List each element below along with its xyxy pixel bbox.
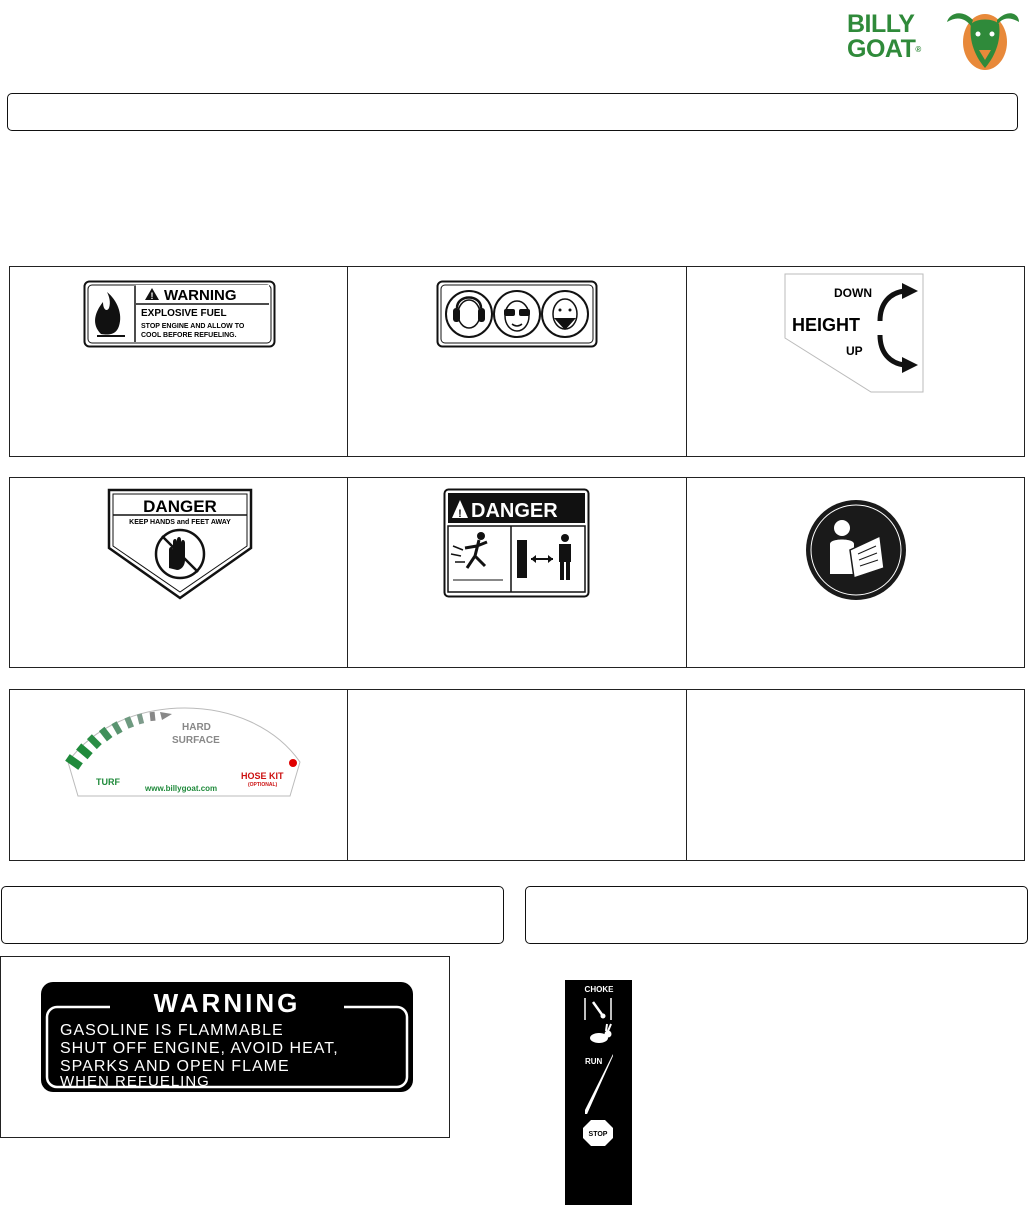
throttle-choke-label: CHOKE: [584, 985, 614, 994]
read-manual-icon: [804, 498, 908, 602]
explosive-fuel-line-1: STOP ENGINE AND ALLOW TO: [141, 323, 245, 330]
decal-cell-read-manual: [687, 478, 1024, 667]
brand-reg-mark: ®: [915, 45, 921, 54]
height-down-label: DOWN: [833, 286, 872, 300]
explosive-fuel-decal: [83, 280, 276, 348]
gasoline-line-4: WHEN REFUELING: [60, 1073, 210, 1090]
surface-selector-decal: [60, 700, 305, 798]
decal-row-1: [9, 266, 1025, 457]
turf-label: TURF: [96, 777, 120, 787]
hard-surface-line-1: HARD: [182, 722, 211, 733]
explosive-fuel-title: EXPLOSIVE FUEL: [141, 308, 227, 319]
decal-cell-danger-thrown: [348, 478, 686, 667]
left-section-bar: [1, 886, 504, 944]
gasoline-line-2: SHUT OFF ENGINE, AVOID HEAT,: [60, 1040, 339, 1057]
goat-head-icon: [943, 4, 1021, 72]
decal-row-3: [9, 689, 1025, 861]
throttle-run-label: RUN: [585, 1057, 603, 1066]
brand-wordmark: [847, 12, 921, 62]
decal-cell-empty-1: [348, 690, 686, 860]
eye-protection-icon: [494, 291, 540, 337]
danger-hands-decal: [107, 488, 253, 600]
decal-cell-surface: [10, 690, 348, 860]
svg-text:!: !: [458, 508, 463, 520]
throttle-control-decal: [565, 980, 632, 1205]
stop-icon: [583, 1120, 613, 1146]
decal-cell-empty-2: [687, 690, 1024, 860]
height-up-label: UP: [845, 344, 863, 358]
gasoline-warning-frame: [0, 956, 450, 1138]
throttle-stop-label: STOP: [588, 1131, 608, 1138]
brand-line-1: BILLY: [847, 10, 915, 38]
explosive-fuel-line-2: COOL BEFORE REFUELING.: [141, 332, 237, 339]
danger-thrown-objects-decal: [443, 488, 590, 598]
danger-thrown-heading: DANGER: [471, 500, 558, 522]
danger-hands-subtitle: KEEP HANDS and FEET AWAY: [129, 519, 231, 526]
right-section-bar: [525, 886, 1028, 944]
danger-hands-heading: DANGER: [143, 497, 217, 516]
gasoline-line-1: GASOLINE IS FLAMMABLE: [60, 1022, 284, 1039]
ear-protection-icon: [446, 291, 492, 337]
ppe-decal: [436, 280, 598, 348]
decal-cell-danger-hands: [10, 478, 348, 667]
decal-row-2: [9, 477, 1025, 668]
gasoline-warning-decal: [40, 981, 414, 1093]
hose-kit-optional: (OPTIONAL): [248, 782, 278, 788]
dust-mask-icon: [542, 291, 588, 337]
explosive-fuel-heading: WARNING: [164, 287, 237, 304]
decal-cell-explosive-fuel: [10, 267, 348, 456]
brand-logo: [843, 4, 1023, 72]
height-label: HEIGHT: [791, 315, 860, 335]
decal-cell-height: [687, 267, 1024, 456]
section-title-bar: [7, 93, 1018, 131]
svg-text:!: !: [150, 291, 154, 301]
height-decal: [784, 273, 926, 393]
decal-cell-ppe: [348, 267, 686, 456]
website-url: www.billygoat.com: [145, 784, 218, 793]
gasoline-line-3: SPARKS AND OPEN FLAME: [60, 1058, 290, 1075]
no-hands-icon: [156, 530, 204, 578]
gasoline-heading: WARNING: [153, 988, 301, 1018]
hard-surface-line-2: SURFACE: [172, 735, 220, 746]
brand-line-2: GOAT: [847, 35, 916, 63]
hose-kit-label: HOSE KIT: [241, 771, 284, 781]
